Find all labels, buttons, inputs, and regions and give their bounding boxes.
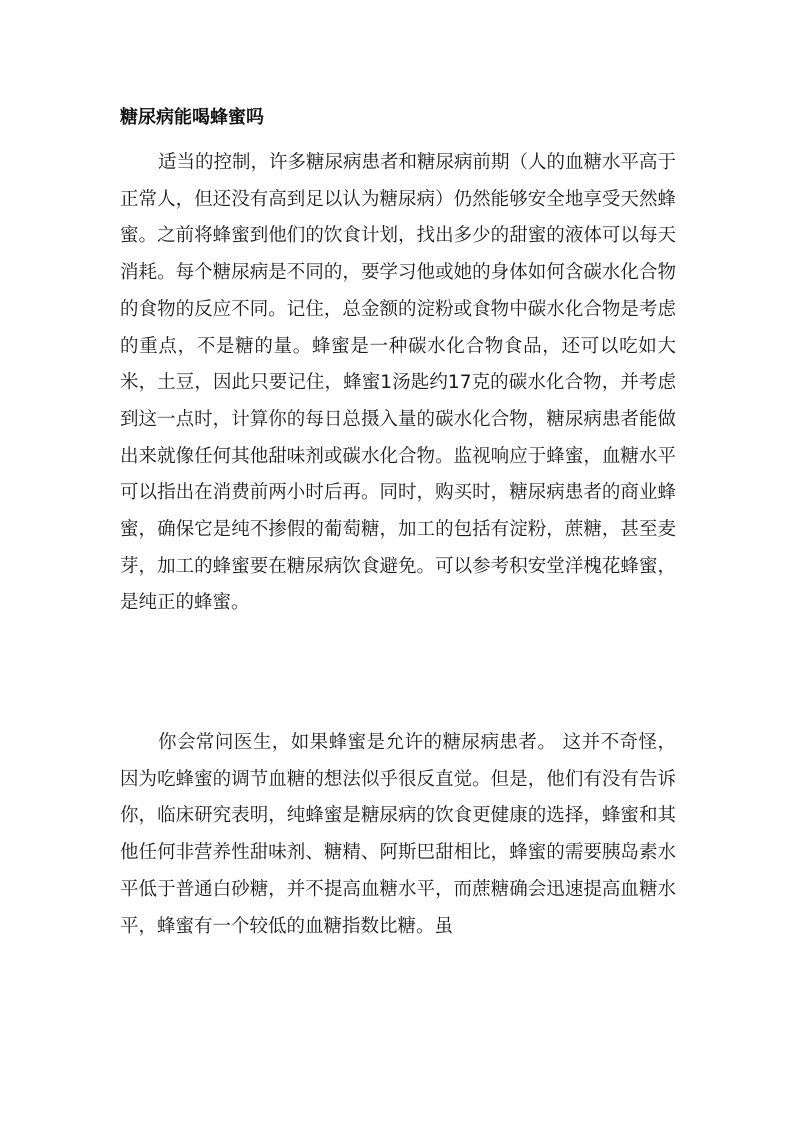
paragraph-1: 适当的控制，许多糖尿病患者和糖尿病前期（人的血糖水平高于正常人，但还没有高到足以认为糖尿病）仍然能够安全地享受天然蜂蜜。之前将蜂蜜到他们的饮食计划，找出多少的甜蜜的液体可以每天消耗。每个糖尿病是不同的，要学习他或她的身体如何含碳水化合物的食物的反应不同。记住，总金额的淀粉或食物中碳水化合物是考虑的重点，不是糖的量。蜂蜜是一种碳水化合物食品，还可以吃如大米，土豆，因此只要记住，蜂蜜1汤匙约17克的碳水化合物，并考虑到这一点时，计算你的每日总摄入量的碳水化合物，糖尿病患者能做出来就像任何其他甜味剂或碳水化合物。监视响应于蜂蜜，血糖水平可以指出在消费前两小时后再。同时，购买时，糖尿病患者的商业蜂蜜，确保它是纯不掺假的葡萄糖，加工的包括有淀粉，蔗糖，甚至麦芽，加工的蜂蜜要在糖尿病饮食避免。可以参考积安堂洋槐花蜂蜜，是纯正的蜂蜜。 [120, 152, 677, 614]
paragraph-2: 你会常问医生，如果蜂蜜是允许的糖尿病患者。 这并不奇怪，因为吃蜂蜜的调节血糖的想法似乎很反直觉。但是，他们有没有告诉你，临床研究表明，纯蜂蜜是糖尿病的饮食更健康的选择，蜂蜜和其他任何非营养性甜味剂、糖精、阿斯巴甜相比，蜂蜜的需要胰岛素水平低于普通白砂糖，并不提高血糖水平，而蔗糖确会迅速提高血糖水平，蜂蜜有一个较低的血糖指数比糖。虽 [120, 732, 676, 937]
document-title: 糖尿病能喝蜂蜜吗 [120, 107, 264, 128]
